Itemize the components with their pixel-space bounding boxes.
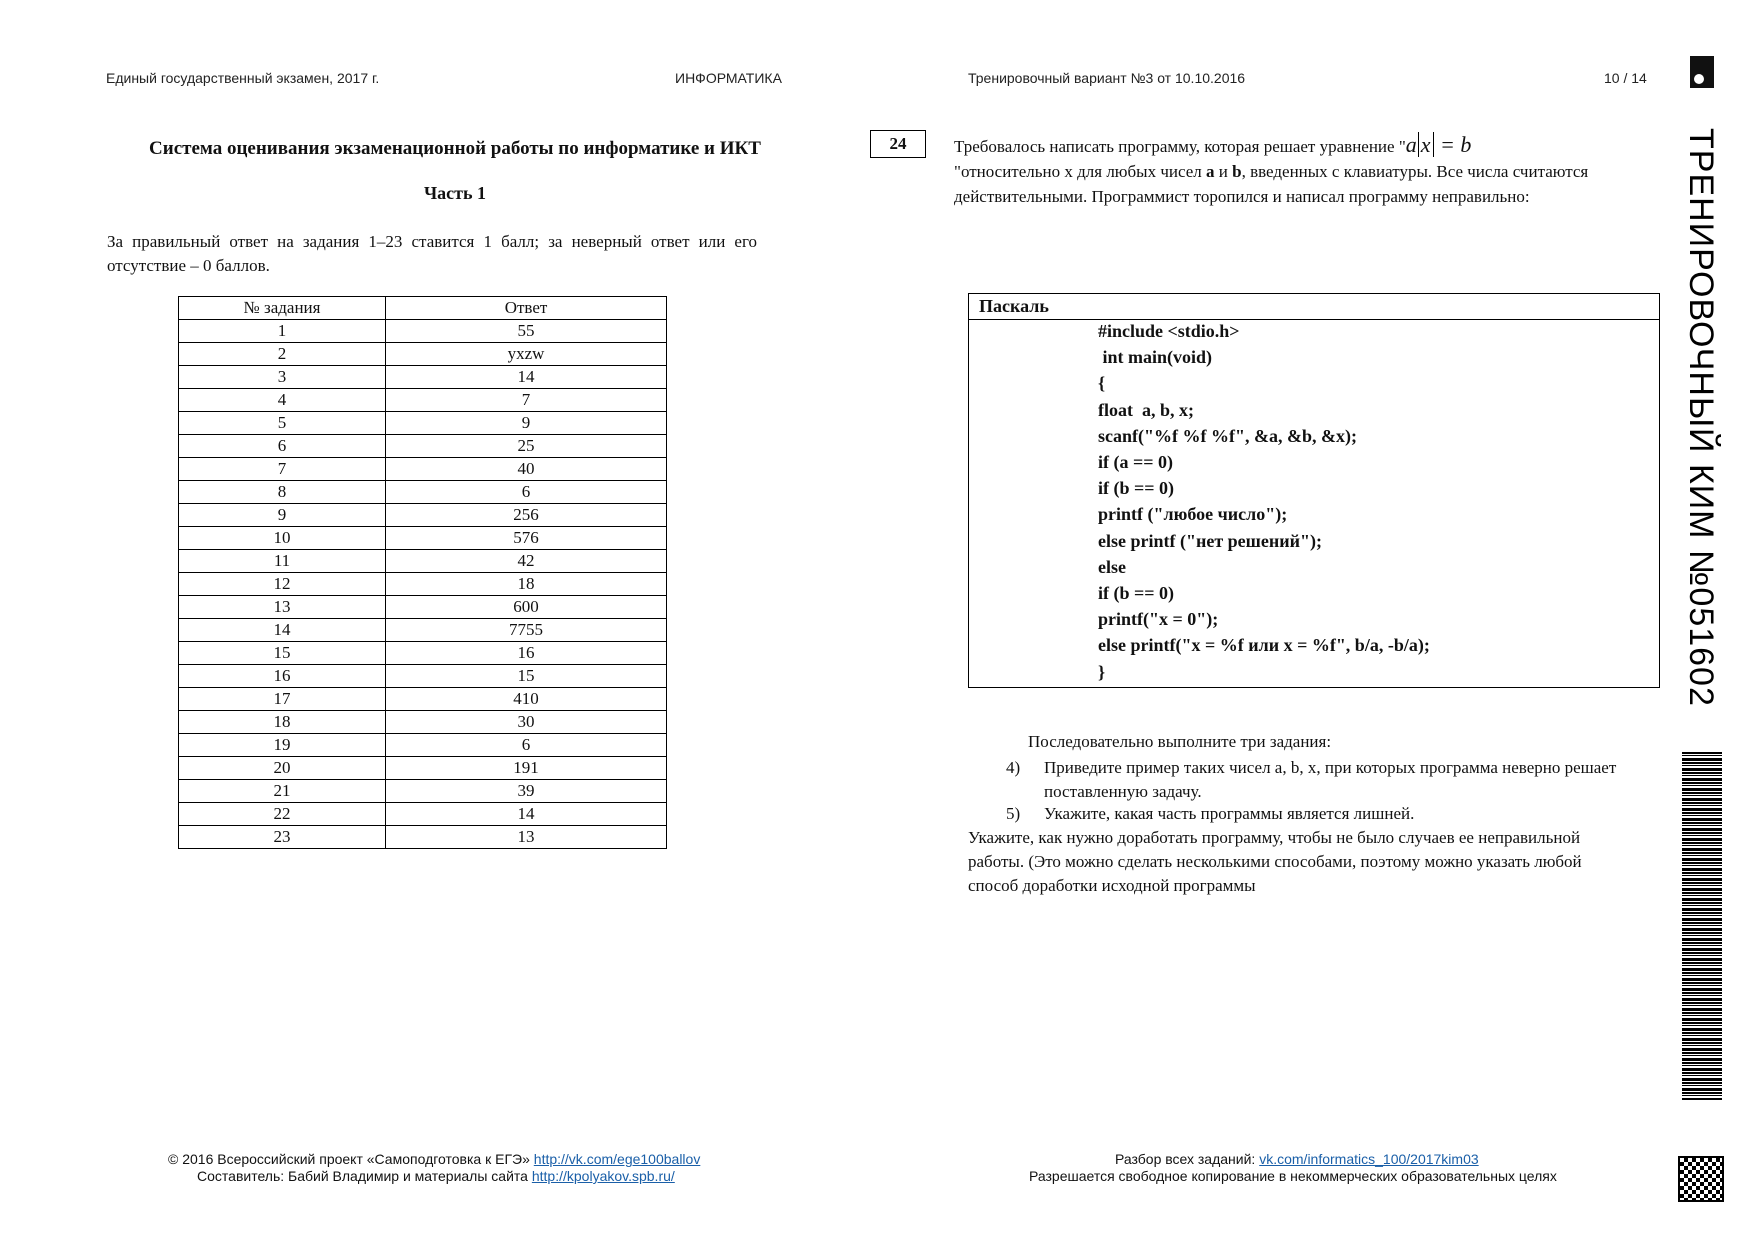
item-text: Приведите пример таких чисел a, b, x, при которых программа неверно решает поставленную задачу. bbox=[1044, 758, 1617, 801]
task-number-cell: 12 bbox=[179, 573, 386, 596]
answer-cell: 40 bbox=[386, 458, 667, 481]
task-number-cell: 1 bbox=[179, 320, 386, 343]
side-variant-title: ТРЕНИРОВОЧНЫЙ КИМ №051602 bbox=[1682, 128, 1720, 707]
table-row bbox=[179, 527, 667, 550]
code-line: float a, b, x; bbox=[1098, 399, 1194, 420]
footer-copyright-text: © 2016 Всероссийский проект «Самоподготовка к ЕГЭ» bbox=[168, 1151, 534, 1167]
answer-cell: 6 bbox=[386, 734, 667, 757]
header-subject: ИНФОРМАТИКА bbox=[675, 70, 782, 86]
footer-license: Разрешается свободное копирование в некоммерческих образовательных целях bbox=[1029, 1168, 1557, 1184]
table-row bbox=[179, 573, 667, 596]
task-number-cell: 20 bbox=[179, 757, 386, 780]
task-statement bbox=[954, 132, 1602, 209]
equation-rest: = b bbox=[1434, 132, 1472, 157]
table-row bbox=[179, 688, 667, 711]
task-number-cell: 6 bbox=[179, 435, 386, 458]
table-header-task: № задания bbox=[179, 297, 386, 320]
qr-code bbox=[1678, 1156, 1724, 1202]
footer-polyakov-link[interactable]: http://kpolyakov.spb.ru/ bbox=[531, 1168, 675, 1184]
footer-vk-link[interactable]: http://vk.com/ege100ballov bbox=[533, 1151, 701, 1167]
code-line: else printf ("нет решений"); bbox=[1098, 530, 1322, 551]
table-header-answer: Ответ bbox=[386, 297, 667, 320]
item-text: Укажите, какая часть программы является лишней. bbox=[1044, 804, 1415, 823]
code-box bbox=[968, 293, 1660, 688]
task-number-cell: 10 bbox=[179, 527, 386, 550]
code-line: if (b == 0) bbox=[1098, 583, 1175, 603]
answer-cell: 410 bbox=[386, 688, 667, 711]
answer-cell: 576 bbox=[386, 527, 667, 550]
task-number-cell: 19 bbox=[179, 734, 386, 757]
task-number-cell: 4 bbox=[179, 389, 386, 412]
footer-author bbox=[197, 1168, 675, 1184]
header-variant: Тренировочный вариант №3 от 10.10.2016 bbox=[968, 70, 1246, 86]
table-row bbox=[179, 481, 667, 504]
table-row bbox=[179, 711, 667, 734]
task-number-cell: 3 bbox=[179, 366, 386, 389]
instructions-intro: Последовательно выполните три задания: bbox=[1028, 732, 1332, 751]
code-line: #include <stdio.h> bbox=[1098, 321, 1240, 341]
table-row bbox=[179, 504, 667, 527]
answers-table bbox=[178, 296, 667, 849]
answer-cell: 16 bbox=[386, 642, 667, 665]
conjunction: и bbox=[1214, 162, 1233, 181]
table-row bbox=[179, 412, 667, 435]
task-number-cell: 2 bbox=[179, 343, 386, 366]
equation-abs-x: x bbox=[1418, 132, 1434, 157]
task-number-cell: 9 bbox=[179, 504, 386, 527]
variable-a: a bbox=[1206, 162, 1215, 181]
table-row bbox=[179, 366, 667, 389]
answer-cell: 9 bbox=[386, 412, 667, 435]
final-instruction: Укажите, как нужно доработать программу, чтобы не было случаев ее неправильной работы. (Это можно сделать несколькими способами, поэтому можно указать любой способ доработки исходной программы bbox=[968, 828, 1582, 895]
item-number: 5) bbox=[1006, 804, 1021, 823]
task-number-cell: 17 bbox=[179, 688, 386, 711]
table-row bbox=[179, 642, 667, 665]
table-row bbox=[179, 596, 667, 619]
task-text-before: Требовалось написать программу, которая решает уравнение " bbox=[954, 137, 1406, 156]
task-number-cell: 13 bbox=[179, 596, 386, 619]
task-number-cell: 8 bbox=[179, 481, 386, 504]
task-number-cell: 23 bbox=[179, 826, 386, 849]
table-row bbox=[179, 550, 667, 573]
footer-copyright bbox=[168, 1151, 700, 1167]
code-line: int main(void) bbox=[1098, 347, 1213, 368]
task-number-cell: 14 bbox=[179, 619, 386, 642]
equation bbox=[1406, 132, 1472, 157]
answer-cell: 15 bbox=[386, 665, 667, 688]
task-number-cell: 22 bbox=[179, 803, 386, 826]
code-line: printf("x = 0"); bbox=[1098, 609, 1219, 630]
answer-cell: yxzw bbox=[386, 343, 667, 366]
code-language-label: Паскаль bbox=[969, 294, 1659, 320]
footer-analysis-text: Разбор всех заданий: bbox=[1115, 1151, 1260, 1167]
answer-cell: 42 bbox=[386, 550, 667, 573]
task-number-cell: 5 bbox=[179, 412, 386, 435]
corner-marker-icon bbox=[1690, 56, 1714, 88]
answer-cell: 7 bbox=[386, 389, 667, 412]
answer-cell: 256 bbox=[386, 504, 667, 527]
equation-a: a bbox=[1405, 132, 1417, 157]
answer-cell: 6 bbox=[386, 481, 667, 504]
code-line: else printf("x = %f или x = %f", b/a, -b/a); bbox=[1098, 635, 1430, 656]
answer-cell: 14 bbox=[386, 366, 667, 389]
table-row bbox=[179, 320, 667, 343]
answer-cell: 30 bbox=[386, 711, 667, 734]
code-line: else bbox=[1098, 556, 1126, 577]
table-row bbox=[179, 343, 667, 366]
header-page-number: 10 / 14 bbox=[1604, 70, 1647, 86]
answer-cell: 18 bbox=[386, 573, 667, 596]
answer-cell: 13 bbox=[386, 826, 667, 849]
task-text-after-eq: "относительно x для любых чисел bbox=[954, 162, 1207, 181]
task-number-cell: 21 bbox=[179, 780, 386, 803]
answer-cell: 7755 bbox=[386, 619, 667, 642]
code-line: if (b == 0) bbox=[1098, 478, 1175, 499]
part-heading: Часть 1 bbox=[423, 183, 487, 203]
task-number-cell: 7 bbox=[179, 458, 386, 481]
code-line: } bbox=[1098, 661, 1106, 682]
code-line: if (a == 0) bbox=[1098, 452, 1173, 472]
table-row bbox=[179, 734, 667, 757]
answer-cell: 14 bbox=[386, 803, 667, 826]
table-row bbox=[179, 826, 667, 849]
answer-cell: 191 bbox=[386, 757, 667, 780]
grading-title: Система оценивания экзаменационной работы по информатике и ИКТ bbox=[149, 138, 761, 159]
task-number-cell: 18 bbox=[179, 711, 386, 734]
barcode bbox=[1682, 752, 1722, 1100]
table-row bbox=[179, 757, 667, 780]
answer-cell: 39 bbox=[386, 780, 667, 803]
code-line: scanf("%f %f %f", &a, &b, &x); bbox=[1098, 425, 1357, 446]
task-number-cell: 11 bbox=[179, 550, 386, 573]
table-row bbox=[179, 435, 667, 458]
grading-intro: За правильный ответ на задания 1–23 ставится 1 балл; за неверный ответ или его отсутствие – 0 баллов. bbox=[107, 232, 757, 275]
table-row bbox=[179, 619, 667, 642]
footer-author-text: Составитель: Бабий Владимир и материалы сайта bbox=[197, 1168, 532, 1184]
table-row bbox=[179, 458, 667, 481]
task-text-end: , введенных с клавиатуры. Все числа считаются действительными. Программист торопился и написал программу неправильно: bbox=[954, 162, 1589, 206]
task-number-badge: 24 bbox=[870, 130, 926, 158]
header-exam-name: Единый государственный экзамен, 2017 г. bbox=[106, 70, 380, 86]
answer-cell: 600 bbox=[386, 596, 667, 619]
task-number-cell: 15 bbox=[179, 642, 386, 665]
table-row bbox=[179, 389, 667, 412]
answer-cell: 25 bbox=[386, 435, 667, 458]
footer-analysis-link[interactable]: vk.com/informatics_100/2017kim03 bbox=[1259, 1151, 1479, 1167]
answer-cell: 55 bbox=[386, 320, 667, 343]
code-line: printf ("любое число"); bbox=[1098, 504, 1288, 525]
code-line: { bbox=[1098, 373, 1106, 394]
table-row bbox=[179, 780, 667, 803]
variable-b: b bbox=[1232, 162, 1242, 181]
table-row bbox=[179, 803, 667, 826]
item-number: 4) bbox=[1006, 758, 1021, 777]
table-row bbox=[179, 665, 667, 688]
task-number-cell: 16 bbox=[179, 665, 386, 688]
footer-analysis bbox=[1115, 1151, 1479, 1167]
